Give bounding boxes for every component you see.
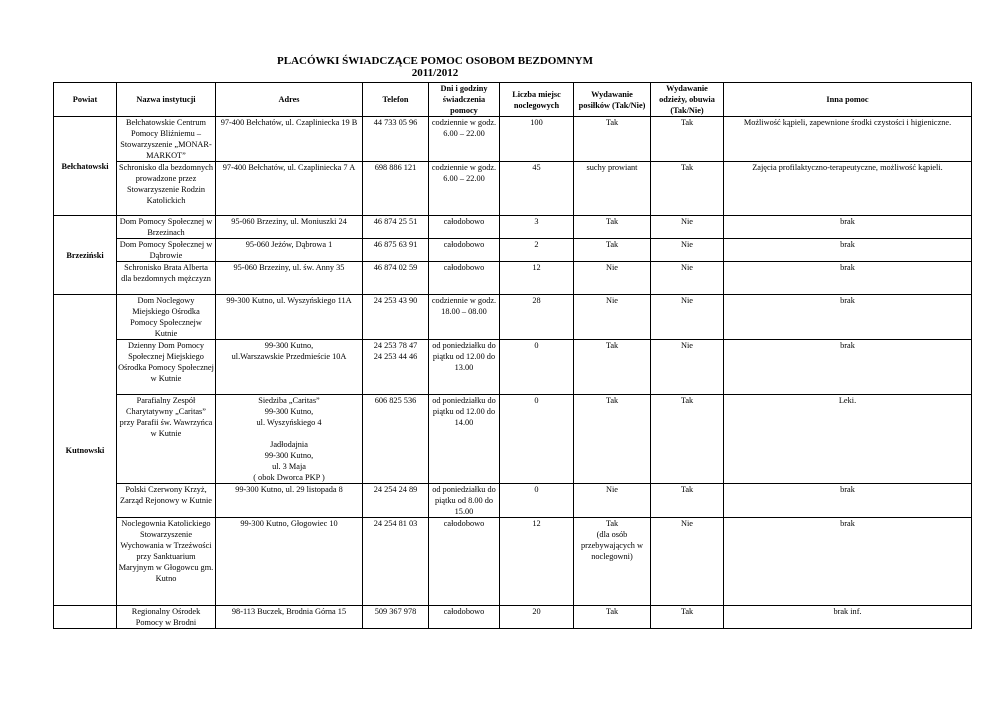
cell-clothes: Nie: [651, 262, 724, 295]
cell-meals: Tak: [574, 216, 651, 239]
column-header-powiat: Powiat: [54, 83, 117, 117]
cell-powiat: Bełchatowski: [54, 117, 117, 216]
cell-meals: Tak: [574, 117, 651, 162]
table-row: [54, 162, 972, 216]
cell-clothes: Tak: [651, 162, 724, 216]
cell-institution-name: Schronisko Brata Alberta dla bezdomnych mężczyzn: [117, 262, 216, 295]
cell-other-help: brak: [724, 340, 972, 395]
cell-clothes: Tak: [651, 395, 724, 484]
table-row: [54, 518, 972, 606]
cell-phone: 24 253 78 47 24 253 44 46: [363, 340, 429, 395]
cell-clothes: Tak: [651, 606, 724, 629]
column-header-hours: Dni i godziny świadczenia pomocy: [429, 83, 500, 117]
column-header-meals: Wydawanie posiłków (Tak/Nie): [574, 83, 651, 117]
cell-beds: 0: [500, 395, 574, 484]
table-row: [54, 117, 972, 162]
cell-address: 99-300 Kutno, ul. 29 listopada 8: [216, 484, 363, 518]
cell-meals: Tak: [574, 606, 651, 629]
cell-address: 95-060 Brzeziny, ul. św. Anny 35: [216, 262, 363, 295]
cell-meals: Tak (dla osób przebywających w noclegowni): [574, 518, 651, 606]
cell-institution-name: Dom Noclegowy Miejskiego Ośrodka Pomocy Społecznejw Kutnie: [117, 295, 216, 340]
cell-clothes: Nie: [651, 216, 724, 239]
cell-beds: 2: [500, 239, 574, 262]
cell-powiat: [54, 606, 117, 629]
cell-hours: od poniedziałku do piątku od 12.00 do 13.00: [429, 340, 500, 395]
column-header-beds: Liczba miejsc noclegowych: [500, 83, 574, 117]
cell-hours: całodobowo: [429, 518, 500, 606]
cell-clothes: Tak: [651, 484, 724, 518]
cell-beds: 0: [500, 340, 574, 395]
table-row: [54, 295, 972, 340]
table-row: [54, 484, 972, 518]
cell-phone: 46 874 02 59: [363, 262, 429, 295]
column-header-address: Adres: [216, 83, 363, 117]
cell-address: 97-400 Bełchatów, ul. Czapliniecka 7 A: [216, 162, 363, 216]
cell-address: 95-060 Jeżów, Dąbrowa 1: [216, 239, 363, 262]
table-row: [54, 340, 972, 395]
cell-other-help: brak inf.: [724, 606, 972, 629]
cell-institution-name: Dom Pomocy Społecznej w Dąbrowie: [117, 239, 216, 262]
cell-beds: 28: [500, 295, 574, 340]
cell-other-help: brak: [724, 518, 972, 606]
cell-other-help: brak: [724, 239, 972, 262]
cell-phone: 46 874 25 51: [363, 216, 429, 239]
cell-institution-name: Parafialny Zespół Charytatywny „Caritas” przy Parafii św. Wawrzyńca w Kutnie: [117, 395, 216, 484]
cell-other-help: Możliwość kąpieli, zapewnione środki czystości i higieniczne.: [724, 117, 972, 162]
cell-beds: 3: [500, 216, 574, 239]
cell-other-help: brak: [724, 295, 972, 340]
cell-meals: Tak: [574, 395, 651, 484]
document-year: 2011/2012: [411, 67, 459, 79]
cell-phone: 46 875 63 91: [363, 239, 429, 262]
cell-other-help: brak: [724, 262, 972, 295]
cell-hours: całodobowo: [429, 216, 500, 239]
table-row: [54, 395, 972, 484]
cell-powiat: Kutnowski: [54, 295, 117, 606]
column-header-clothes: Wydawanie odzieży, obuwia (Tak/Nie): [651, 83, 724, 117]
cell-other-help: brak: [724, 216, 972, 239]
cell-phone: 698 886 121: [363, 162, 429, 216]
cell-other-help: Leki.: [724, 395, 972, 484]
column-header-other-help: Inna pomoc: [724, 83, 972, 117]
column-header-institution-name: Nazwa instytucji: [117, 83, 216, 117]
cell-meals: suchy prowiant: [574, 162, 651, 216]
column-header-phone: Telefon: [363, 83, 429, 117]
cell-meals: Tak: [574, 340, 651, 395]
cell-beds: 12: [500, 518, 574, 606]
cell-address: 98-113 Buczek, Brodnia Górna 15: [216, 606, 363, 629]
cell-hours: całodobowo: [429, 239, 500, 262]
table-header-row: [54, 83, 972, 117]
cell-meals: Tak: [574, 239, 651, 262]
cell-address: 99-300 Kutno, Głogowiec 10: [216, 518, 363, 606]
cell-phone: 24 254 81 03: [363, 518, 429, 606]
cell-beds: 12: [500, 262, 574, 295]
cell-phone: 24 254 24 89: [363, 484, 429, 518]
cell-clothes: Nie: [651, 239, 724, 262]
cell-address: 95-060 Brzeziny, ul. Moniuszki 24: [216, 216, 363, 239]
cell-clothes: Nie: [651, 518, 724, 606]
cell-institution-name: Noclegownia Katolickiego Stowarzyszenie Wychowania w Trzeźwości przy Sanktuarium Maryjnym w Głogowcu gm. Kutno: [117, 518, 216, 606]
cell-address: 97-400 Bełchatów, ul. Czapliniecka 19 B: [216, 117, 363, 162]
cell-institution-name: Dzienny Dom Pomocy Społecznej Miejskiego Ośrodka Pomocy Społecznej w Kutnie: [117, 340, 216, 395]
cell-clothes: Tak: [651, 117, 724, 162]
cell-institution-name: Dom Pomocy Społecznej w Brzezinach: [117, 216, 216, 239]
cell-hours: codziennie w godz. 6.00 – 22.00: [429, 117, 500, 162]
cell-institution-name: Schronisko dla bezdomnych prowadzone przez Stowarzyszenie Rodzin Katolickich: [117, 162, 216, 216]
cell-hours: całodobowo: [429, 262, 500, 295]
cell-clothes: Nie: [651, 340, 724, 395]
cell-clothes: Nie: [651, 295, 724, 340]
cell-institution-name: Bełchatowskie Centrum Pomocy Bliźniemu – Stowarzyszenie „MONAR-MARKOT”: [117, 117, 216, 162]
document-title: PLACÓWKI ŚWIADCZĄCE POMOC OSOBOM BEZDOMNYM: [277, 55, 593, 67]
cell-phone: 24 253 43 90: [363, 295, 429, 340]
cell-beds: 100: [500, 117, 574, 162]
cell-address: 99-300 Kutno, ul. Wyszyńskiego 11A: [216, 295, 363, 340]
cell-beds: 45: [500, 162, 574, 216]
cell-other-help: Zajęcia profilaktyczno-terapeutyczne, możliwość kąpieli.: [724, 162, 972, 216]
cell-meals: Nie: [574, 484, 651, 518]
cell-hours: codziennie w godz. 18.00 – 08.00: [429, 295, 500, 340]
cell-hours: codziennie w godz. 6.00 – 22.00: [429, 162, 500, 216]
cell-hours: od poniedziałku do piątku od 12.00 do 14.00: [429, 395, 500, 484]
cell-phone: 606 825 536: [363, 395, 429, 484]
table-row: [54, 606, 972, 629]
cell-institution-name: Polski Czerwony Krzyż, Zarząd Rejonowy w Kutnie: [117, 484, 216, 518]
institutions-table: [53, 82, 972, 629]
table-row: [54, 216, 972, 239]
cell-meals: Nie: [574, 295, 651, 340]
cell-beds: 0: [500, 484, 574, 518]
cell-hours: od poniedziałku do piątku od 8.00 do 15.00: [429, 484, 500, 518]
cell-phone: 44 733 05 96: [363, 117, 429, 162]
cell-powiat: Brzeziński: [54, 216, 117, 295]
cell-beds: 20: [500, 606, 574, 629]
cell-address: 99-300 Kutno, ul.Warszawskie Przedmieście 10A: [216, 340, 363, 395]
cell-hours: całodobowo: [429, 606, 500, 629]
table-row: [54, 262, 972, 295]
cell-address: Siedziba „Caritas” 99-300 Kutno, ul. Wyszyńskiego 4 Jadłodajnia 99-300 Kutno, ul. 3 Maja ( obok Dworca PKP ): [216, 395, 363, 484]
cell-meals: Nie: [574, 262, 651, 295]
cell-other-help: brak: [724, 484, 972, 518]
cell-phone: 509 367 978: [363, 606, 429, 629]
cell-institution-name: Regionalny Ośrodek Pomocy w Brodni: [117, 606, 216, 629]
table-row: [54, 239, 972, 262]
